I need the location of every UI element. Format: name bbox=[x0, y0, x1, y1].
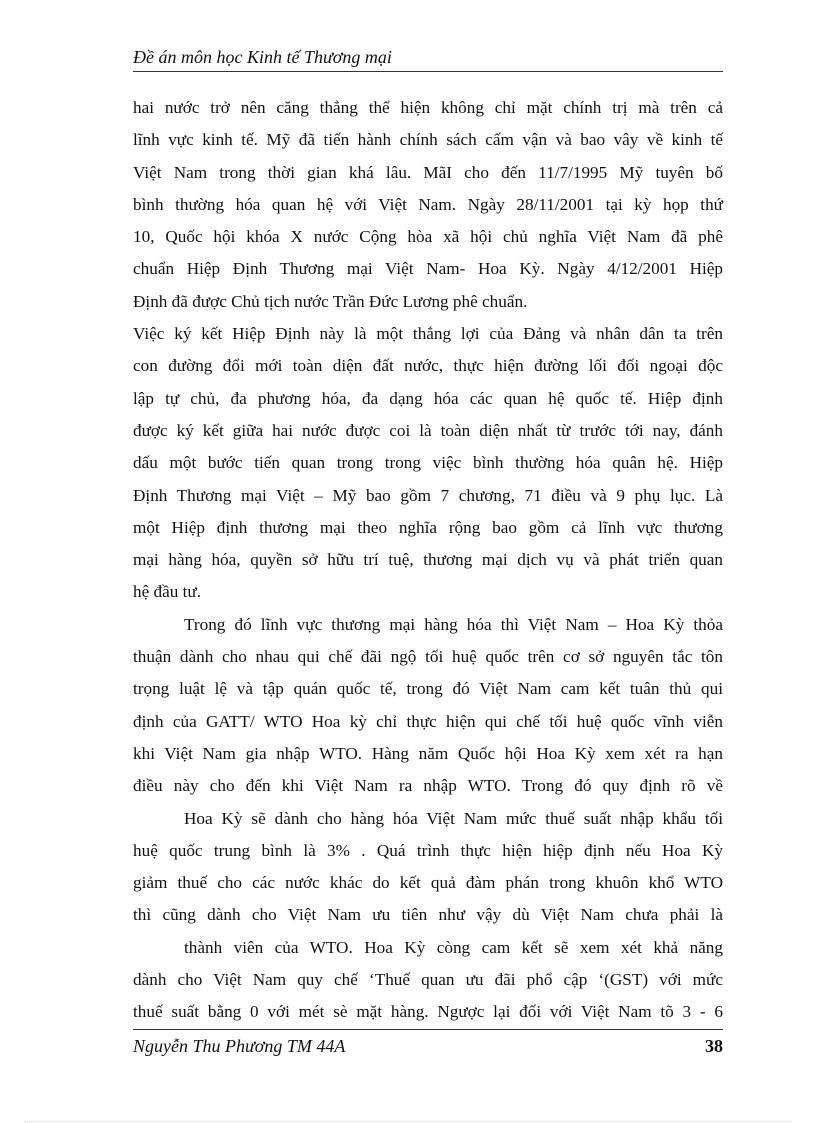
text-line: giảm thuế cho các nước khác do kết quả đàm phán trong khuôn khổ WTO bbox=[133, 873, 723, 893]
text-line: một Hiệp định thương mại theo nghĩa rộng bao gồm cả lĩnh vực thương bbox=[133, 517, 723, 537]
text-line: 10, Quốc hội khóa X nước Cộng hòa xã hội chủ nghĩa Việt Nam đã phê bbox=[133, 227, 723, 247]
page-edge-divider bbox=[24, 1121, 792, 1122]
page-number: 38 bbox=[705, 1036, 723, 1056]
text-line: lĩnh vực kinh tế. Mỹ đã tiến hành chính sách cấm vận và bao vây về kinh tế bbox=[133, 130, 723, 150]
text-line: khi Việt Nam gia nhập WTO. Hàng năm Quốc hội Hoa Kỳ xem xét ra hạn bbox=[133, 743, 723, 763]
text-line: thuế suất bằng 0 với mét sè mặt hàng. Ngược lại đối với Việt Nam tõ 3 - 6 bbox=[133, 1002, 723, 1022]
footer-rule bbox=[133, 1029, 723, 1030]
text-line: Việc ký kết Hiệp Định này là một thắng lợi của Đảng và nhân dân ta trên bbox=[133, 324, 723, 344]
text-line: điều này cho đến khi Việt Nam ra nhập WTO. Trong đó quy định rõ về bbox=[133, 776, 723, 796]
text-line: Hoa Kỳ sẽ dành cho hàng hóa Việt Nam mức thuế suất nhập khẩu tối bbox=[184, 808, 723, 828]
text-line: được ký kết giữa hai nước được coi là toàn diện nhất từ trước tới nay, đánh bbox=[133, 420, 723, 440]
text-line: lập tự chủ, đa phương hóa, đa dạng hóa các quan hệ quốc tế. Hiệp định bbox=[133, 388, 723, 408]
text-line: trọng luật lệ và tập quán quốc tế, trong đó Việt Nam cam kết tuân thủ qui bbox=[133, 679, 723, 699]
text-line: định của GATT/ WTO Hoa kỳ chỉ thực hiện qui chế tối huệ quốc vĩnh viễn bbox=[133, 711, 723, 731]
header-title: Đề án môn học Kinh tế Thương mại bbox=[133, 47, 392, 67]
text-line: Việt Nam trong thời gian khá lâu. MãI cho đến 11/7/1995 Mỹ tuyên bố bbox=[133, 162, 723, 182]
text-line: hệ đầu tư. bbox=[133, 582, 202, 602]
text-line: bình thường hóa quan hệ với Việt Nam. Ngày 28/11/2001 tại kỳ họp thứ bbox=[133, 194, 723, 214]
body-text bbox=[133, 92, 723, 1029]
footer-author: Nguyễn Thu Phương TM 44A bbox=[133, 1036, 346, 1056]
text-line: thành viên của WTO. Hoa Kỳ còng cam kết sẽ xem xét khả năng bbox=[184, 937, 723, 957]
text-line: con đường đổi mới toàn diện đất nước, thực hiện đường lối đối ngoại độc bbox=[133, 356, 723, 376]
text-line: Định đã được Chủ tịch nước Trần Đức Lương phê chuẩn. bbox=[133, 291, 528, 311]
text-line: thuận dành cho nhau qui chế đãi ngộ tối huệ quốc trên cơ sở nguyên tắc tôn bbox=[133, 647, 723, 667]
text-line: chuẩn Hiệp Định Thương mại Việt Nam- Hoa Kỳ. Ngày 4/12/2001 Hiệp bbox=[133, 259, 723, 279]
text-line: dấu một bước tiến quan trong trong việc bình thường hóa quân hệ. Hiệp bbox=[133, 453, 723, 473]
header-rule bbox=[133, 71, 723, 72]
text-line: Định Thương mại Việt – Mỹ bao gồm 7 chương, 71 điều và 9 phụ lục. Là bbox=[133, 485, 723, 505]
text-line: Trong đó lĩnh vực thương mại hàng hóa thì Việt Nam – Hoa Kỳ thỏa bbox=[184, 614, 723, 634]
text-line: thì cũng dành cho Việt Nam ưu tiên như vậy dù Việt Nam chưa phải là bbox=[133, 905, 723, 925]
text-line: dành cho Việt Nam quy chế ‘Thuế quan ưu đãi phổ cập ‘(GST) với mức bbox=[133, 970, 723, 990]
text-line: hai nước trở nên căng thẳng thể hiện không chỉ mặt chính trị mà trên cả bbox=[133, 98, 723, 117]
text-line: huệ quốc trung bình là 3% . Quá trình thực hiện hiệp định nếu Hoa Kỳ bbox=[133, 840, 723, 860]
text-line: mại hàng hóa, quyền sở hữu trí tuệ, thương mại dịch vụ và phát triển quan bbox=[133, 550, 723, 570]
